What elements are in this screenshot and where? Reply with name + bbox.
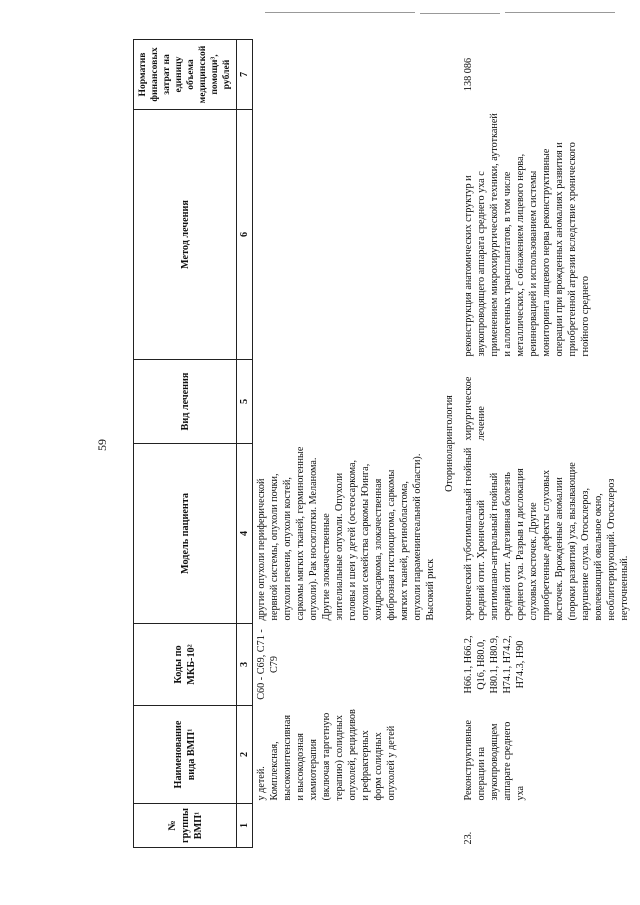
row-vmp-name: Реконструктивные операции на звукопроводящем аппарате среднего уха — [463, 719, 526, 801]
row-treatment-type — [253, 360, 440, 444]
row-treatment-method — [253, 110, 440, 360]
vmp-table — [133, 39, 633, 848]
header-cost-norm: Норматив финансовых затрат на единицу объема медицинской помощи³, рублей — [134, 40, 237, 110]
row-cost — [253, 40, 440, 110]
row-patient-model: хронический туботимпальный гнойный средний отит. Хронический эпитимпано-антральный гнойный средний отит. Адгезивная болезнь среднего уха. Разрыв и дислокация слуховых косточек. Другие приобретенные дефекты слуховых косточек. Врожденные аномалии (пороки развития) уха, вызывающие нарушение слуха. Отосклероз, вовлекающий овальное окно, необлитерирующий. Отосклероз неуточненный. — [463, 447, 630, 621]
header-patient-model: Модель пациента — [134, 444, 237, 624]
column-number-row — [237, 40, 253, 848]
header-treatment-type: Вид лечения — [134, 360, 237, 444]
row-group — [253, 804, 440, 848]
col-num: 6 — [237, 110, 253, 360]
row-treatment-method: реконструкция анатомических структур и звукопроводящего аппарата среднего уха с применением микрохирургической техники, аутотканей и аллогенных трансплантатов, в том числе металлических, с обнажением лицевого нерва, реиннервацией и использованием системы мониторинга лицевого нерва реконструктивные операции при врожденных аномалиях развития и приобретенной атрезии вследствие хронического гнойного среднего — [463, 113, 591, 357]
row-treatment-type: хирургическое лечение — [463, 376, 487, 441]
header-vmp-name: Наименование вида ВМП¹ — [134, 706, 237, 804]
header-group-no: № группы ВМП¹ — [134, 804, 237, 848]
row-icd-codes: H66.1, H66.2, Q16, H80.0, H80.1, H80.9, H74.1, H74.2, H74.3, H90 — [463, 635, 526, 694]
rotated-page — [77, 32, 630, 858]
top-scan-lines — [265, 12, 615, 18]
header-icd-codes: Коды по МКБ-10² — [134, 624, 237, 706]
table-header-row — [134, 40, 237, 848]
col-num: 3 — [237, 624, 253, 706]
col-num: 7 — [237, 40, 253, 110]
section-title: Оториноларингология — [444, 395, 455, 492]
col-num: 4 — [237, 444, 253, 624]
col-num: 2 — [237, 706, 253, 804]
table-row — [253, 40, 440, 848]
col-num: 1 — [237, 804, 253, 848]
row-icd-codes: C60 - C69, C71 - C79 — [256, 629, 280, 700]
col-num: 5 — [237, 360, 253, 444]
row-patient-model: другие опухоли периферической нервной системы, опухоли почки, опухоли печени, опухоли костей, саркомы мягких тканей, герминогенные опухоли). Рак носоглотки. Меланома. Другие злокачественные эпителиальные опухоли. Опухоли головы и шеи у детей (остеосаркома, опухоли семейства саркомы Юинга, хондросаркома, злокачественная фиброзная гистиоцитома, саркомы мягких тканей, ретинобластома, опухоли параменингеальной области). Высокий риск — [256, 446, 436, 621]
page-number: 59 — [95, 439, 109, 451]
row-group: 23. — [463, 831, 474, 845]
row-cost: 138 086 — [463, 57, 474, 92]
row-vmp-name: у детей. Комплексная, высокоинтенсивная и высокодозная химиотерапия (включая таргетную терапию) солидных опухолей, рецидивов и рефрактерных форм солидных опухолей у детей — [256, 709, 397, 801]
header-treatment-method: Метод лечения — [134, 110, 237, 360]
section-row — [439, 40, 460, 848]
table-row — [460, 40, 633, 848]
